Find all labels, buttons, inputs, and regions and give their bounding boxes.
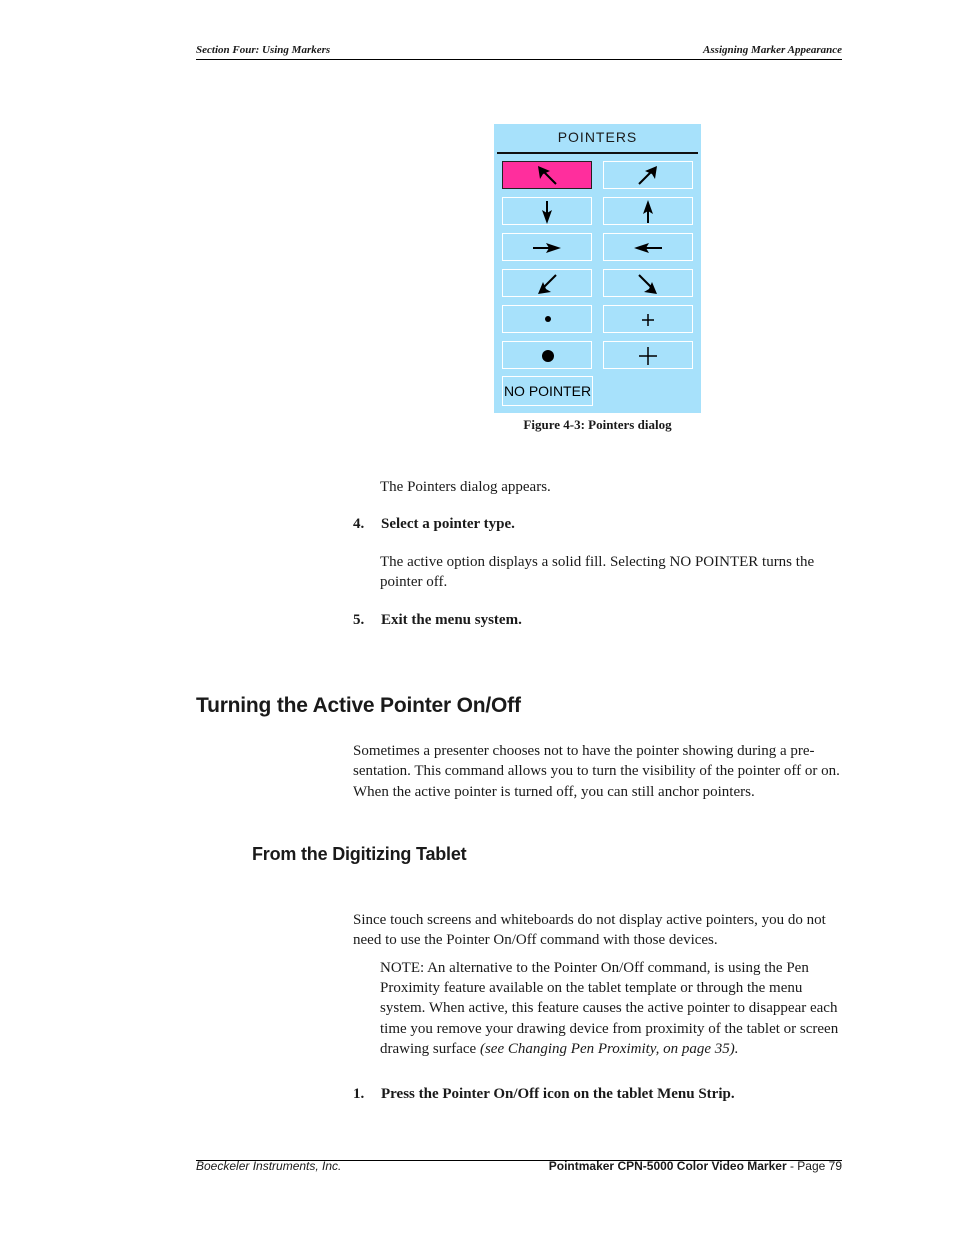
paragraph-active-option-line-2: pointer off. [380, 574, 448, 590]
arrow-up-icon [604, 198, 694, 226]
paragraph-sometimes-line-1: Sometimes a presenter chooses not to have the pointer showing during a pre- [353, 743, 815, 759]
note-line-1: NOTE: An alternative to the Pointer On/Off command, is using the Pen [380, 960, 809, 976]
paragraph-sometimes-line-3: When the active pointer is turned off, you can still anchor pointers. [353, 784, 755, 800]
note-line-4: time you remove your drawing device from proximity of the tablet or screen [380, 1021, 839, 1037]
step-5-number: 5. [353, 612, 365, 628]
pointer-option-arrow-up-left[interactable] [502, 161, 592, 189]
small-crosshair-icon [604, 306, 694, 334]
pointer-option-large-crosshair[interactable] [603, 341, 693, 369]
no-pointer-button[interactable]: NO POINTER [502, 376, 593, 406]
pointer-option-arrow-down-left[interactable] [502, 269, 592, 297]
step-5-text: Exit the menu system. [381, 612, 522, 628]
pointer-option-arrow-down-right[interactable] [603, 269, 693, 297]
arrow-down-icon [503, 198, 593, 226]
footer-company: Boeckeler Instruments, Inc. [196, 1159, 342, 1173]
pointer-option-arrow-down[interactable] [502, 197, 592, 225]
pointer-option-arrow-right[interactable] [502, 233, 592, 261]
step-4-number: 4. [353, 516, 365, 532]
paragraph-active-option-line-1: The active option displays a solid fill. Selecting NO POINTER turns the [380, 554, 815, 570]
footer-product-name: Pointmaker CPN-5000 Color Video Marker [548, 1159, 787, 1173]
section-heading: Turning the Active Pointer On/Off [196, 694, 521, 717]
page-reference-link[interactable]: (see Changing Pen Proximity, on page 35). [479, 1041, 739, 1057]
running-header-right: Assigning Marker Appearance [703, 44, 842, 56]
pointer-option-small-crosshair[interactable] [603, 305, 693, 333]
paragraph-since-line-1: Since touch screens and whiteboards do not display active pointers, you do not [353, 912, 826, 928]
header-rule [196, 59, 842, 60]
step-1-number: 1. [353, 1086, 365, 1102]
arrow-down-left-icon [503, 270, 593, 298]
paragraph-since-line-2: need to use the Pointer On/Off command with those devices. [353, 932, 718, 948]
arrow-up-right-icon [604, 162, 694, 190]
footer-page-info [549, 1159, 842, 1173]
pointer-option-arrow-up[interactable] [603, 197, 693, 225]
arrow-right-icon [503, 234, 593, 262]
figure-caption: Figure 4-3: Pointers dialog [523, 417, 672, 432]
note-line-5 [380, 1039, 739, 1060]
note-line-3: system. When active, this feature causes the active pointer to disappear each [380, 1000, 838, 1016]
note-line-2: Proximity feature available on the tablet template or through the menu [380, 980, 803, 996]
running-header-left: Section Four: Using Markers [196, 44, 331, 56]
large-dot-icon [503, 342, 593, 370]
large-crosshair-icon [604, 342, 694, 370]
pointer-option-arrow-left[interactable] [603, 233, 693, 261]
paragraph-sometimes-line-2: sentation. This command allows you to turn the visibility of the pointer off or on. [353, 763, 840, 779]
dialog-title: POINTERS [557, 129, 638, 145]
dialog-title-rule [497, 152, 698, 154]
subsection-heading: From the Digitizing Tablet [252, 844, 467, 864]
pointer-option-arrow-up-right[interactable] [603, 161, 693, 189]
footer-page-number: - Page 79 [786, 1159, 842, 1173]
step-4-text: Select a pointer type. [381, 516, 515, 532]
arrow-down-right-icon [604, 270, 694, 298]
pointers-dialog [494, 124, 701, 413]
arrow-left-icon [604, 234, 694, 262]
pointer-option-large-dot[interactable] [502, 341, 592, 369]
small-dot-icon [503, 306, 593, 334]
arrow-up-left-icon [503, 162, 593, 190]
note-line-5-text: drawing surface [380, 1041, 480, 1057]
pointer-option-small-dot[interactable] [502, 305, 592, 333]
step-1-text: Press the Pointer On/Off icon on the tablet Menu Strip. [381, 1086, 735, 1102]
paragraph-dialog-appears: The Pointers dialog appears. [380, 479, 551, 495]
